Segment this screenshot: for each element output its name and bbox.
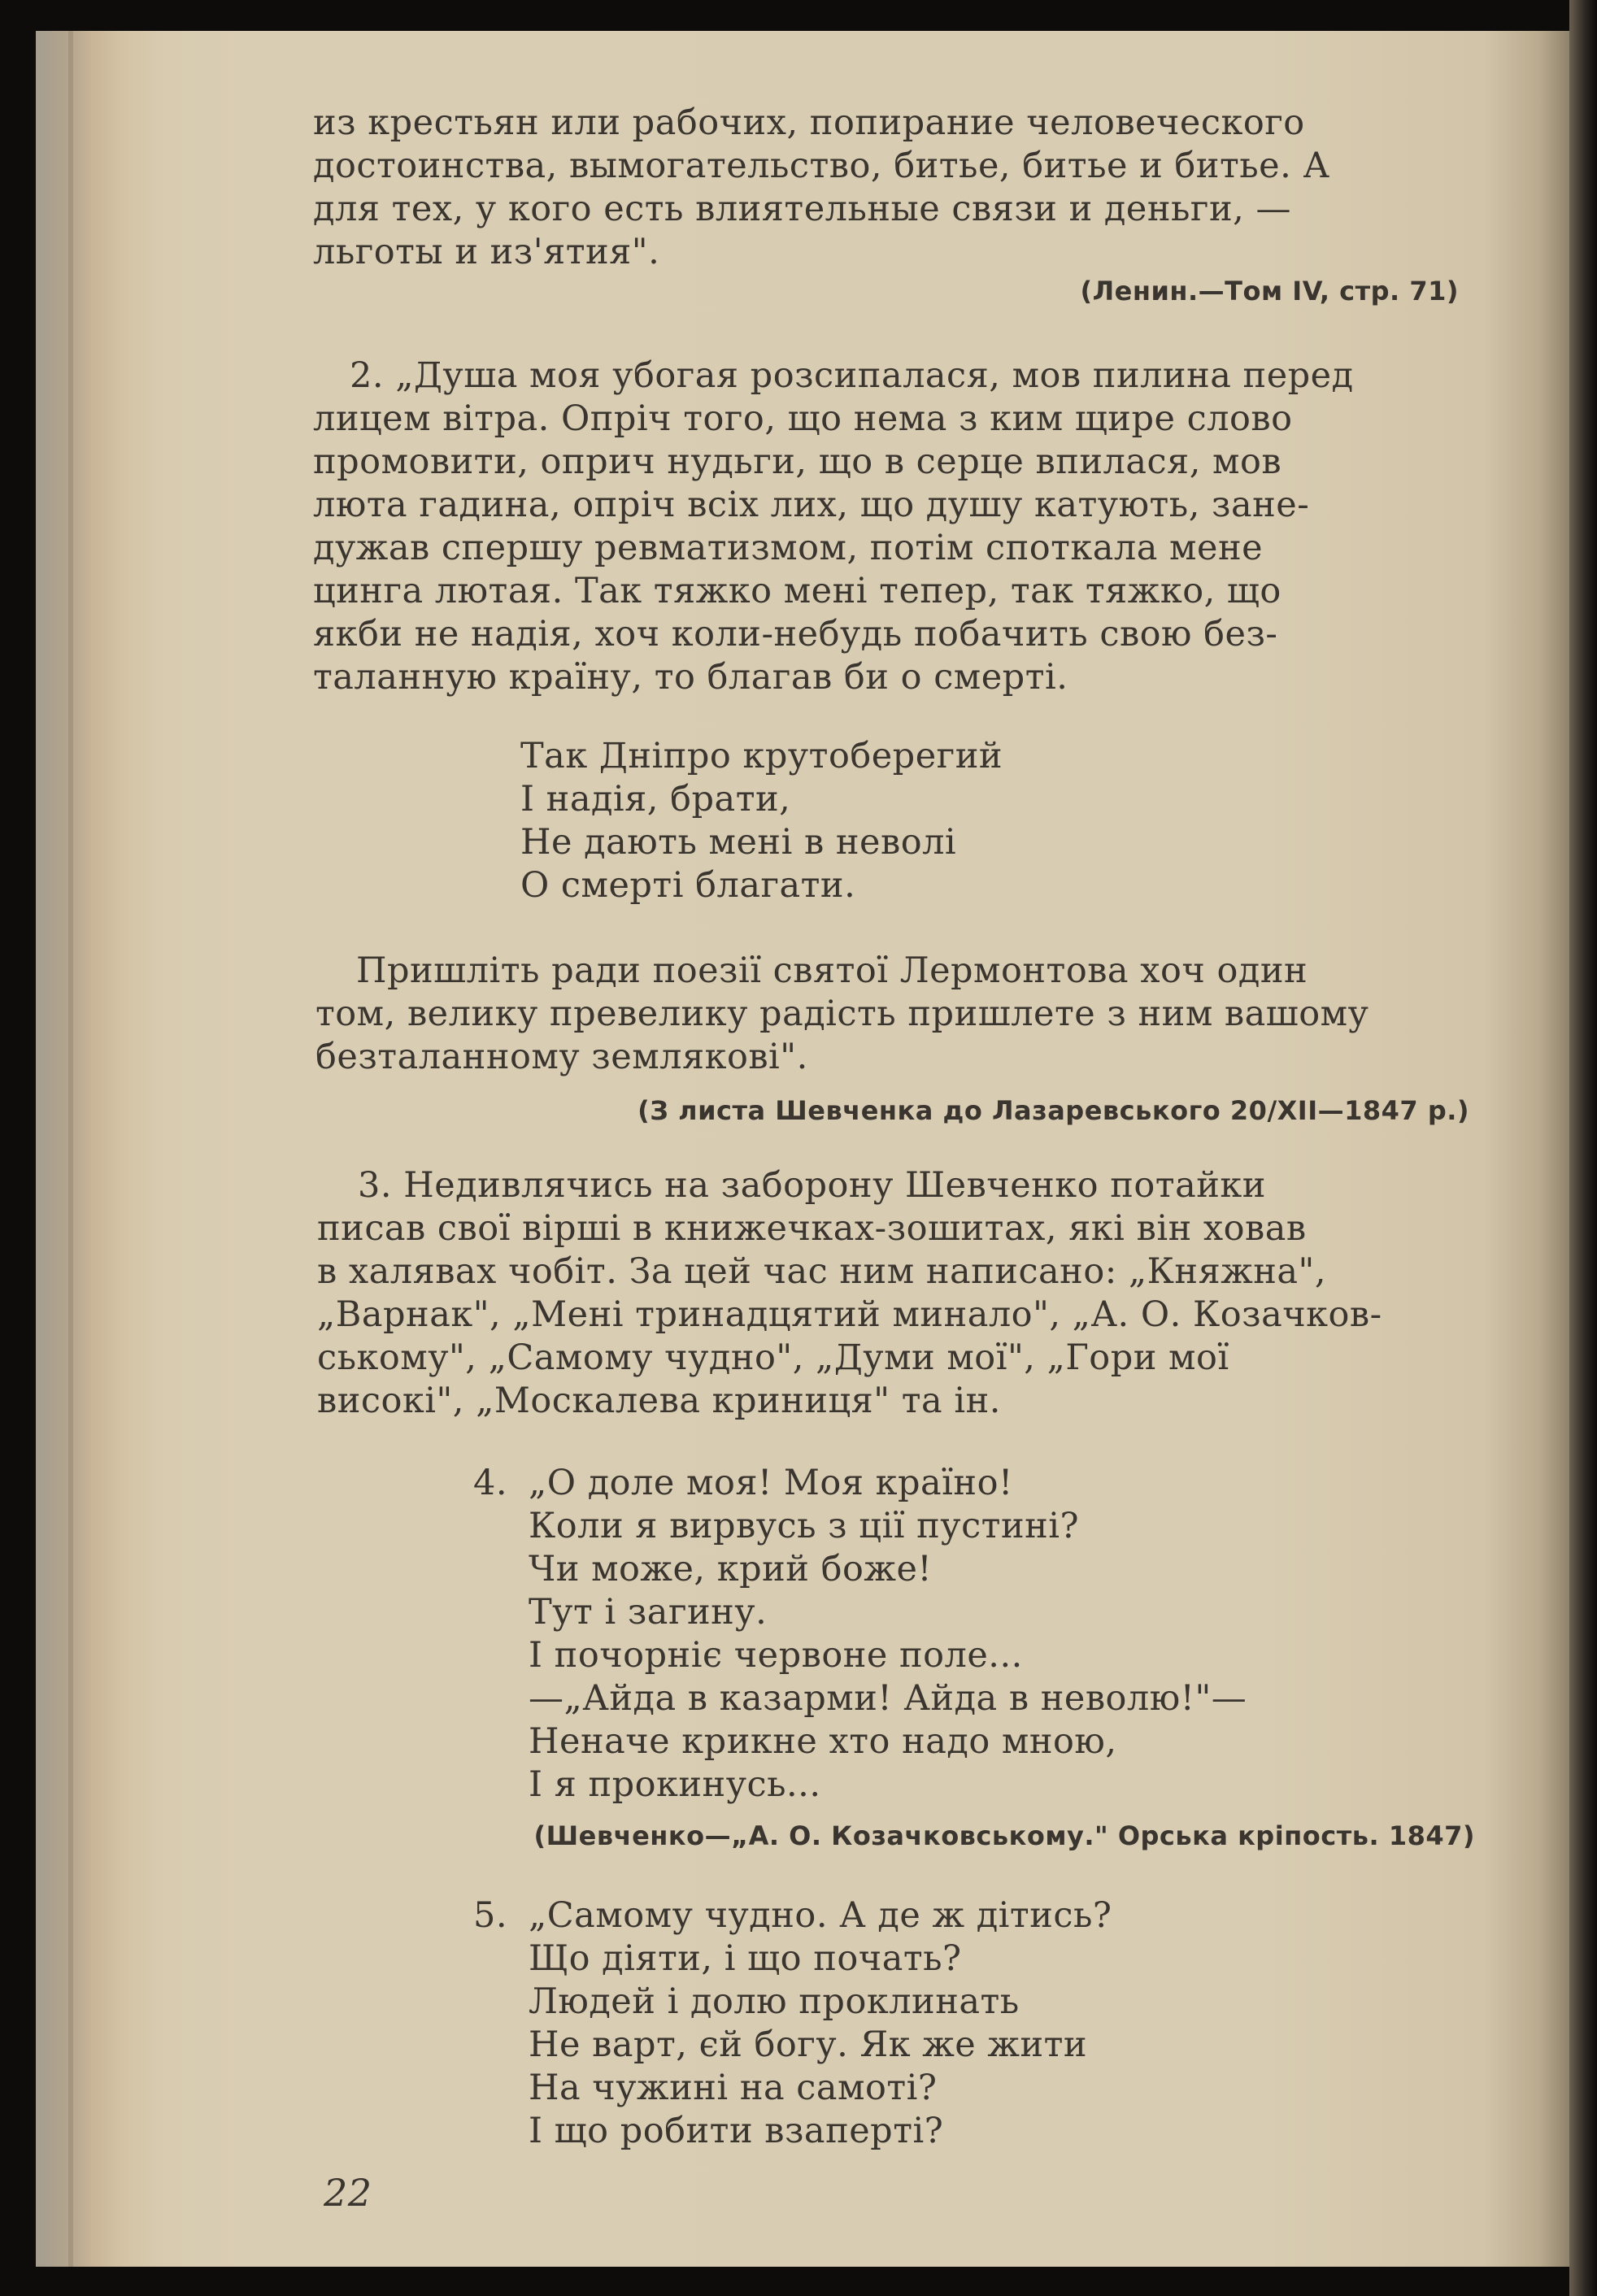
citation: (Шевченко—„А. О. Козачковському." Орська кріпость. 1847) bbox=[533, 1820, 1475, 1851]
text-line: в халявах чобіт. За цей час ним написано: „Княжна", bbox=[317, 1251, 1327, 1292]
verse-line: О смерті благати. bbox=[520, 865, 856, 906]
text-line: писав свої вірші в книжечках-зошитах, які він ховав bbox=[317, 1208, 1307, 1249]
text-line: якби не надія, хоч коли-небудь побачить свою без- bbox=[313, 614, 1278, 654]
verse-number: 5. bbox=[473, 1895, 508, 1936]
text-line: таланную країну, то благав би о смерті. bbox=[313, 657, 1068, 698]
verse-line: Не варт, єй богу. Як же жити bbox=[529, 2024, 1088, 2065]
text-line: достоинства, вымогательство, битье, битье и битье. А bbox=[313, 146, 1330, 186]
verse-line: Неначе крикне хто надо мною, bbox=[529, 1721, 1117, 1762]
text-line: люта гадина, опріч всіх лих, що душу катують, зане- bbox=[313, 485, 1310, 525]
verse-line: І почорніє червоне поле... bbox=[529, 1635, 1023, 1676]
verse-number: 4. bbox=[473, 1463, 508, 1503]
verse-line: Чи може, крий боже! bbox=[529, 1549, 933, 1589]
verse-line: Людей і долю проклинать bbox=[529, 1981, 1020, 2022]
verse-line: І що робити взаперті? bbox=[529, 2111, 944, 2151]
text-line: високі", „Москалева криниця" та ін. bbox=[317, 1381, 1001, 1421]
text-line: льготы и из'ятия". bbox=[313, 232, 660, 272]
text-line: лицем вітра. Опріч того, що нема з ким щире слово bbox=[313, 398, 1293, 439]
verse-line: Так Дніпро крутоберегий bbox=[520, 736, 1003, 776]
text-line: „Варнак", „Мені тринадцятий минало", „А. О. Козачков- bbox=[317, 1294, 1382, 1335]
verse-line: На чужині на самоті? bbox=[529, 2068, 938, 2108]
page-number: 22 bbox=[324, 2171, 372, 2215]
text-line: 3. Недивлячись на заборону Шевченко потайки bbox=[358, 1165, 1266, 1206]
text-line: дужав спершу ревматизмом, потім споткала мене bbox=[313, 528, 1264, 568]
verse-line: „Самому чудно. А де ж дітись? bbox=[529, 1895, 1112, 1936]
text-line: для тех, у кого есть влиятельные связи и деньги, — bbox=[313, 189, 1291, 229]
verse-line: Тут і загину. bbox=[529, 1592, 768, 1633]
text-line: безталанному землякові". bbox=[315, 1037, 808, 1077]
text-line: 2. „Душа моя убогая розсипалася, мов пилина перед bbox=[350, 355, 1354, 396]
page-edge-shadow bbox=[1569, 0, 1597, 2296]
verse-line: І я прокинусь... bbox=[529, 1764, 821, 1805]
verse-line: Коли я вирвусь з ції пустині? bbox=[529, 1506, 1080, 1546]
text-line: промовити, оприч нудьги, що в серце впилася, мов bbox=[313, 441, 1282, 482]
citation: (З листа Шевченка до Лазаревського 20/XII—1847 р.) bbox=[637, 1095, 1469, 1126]
verse-line: І надія, брати, bbox=[520, 779, 791, 820]
verse-line: „О доле моя! Моя країно! bbox=[529, 1463, 1013, 1503]
text-line: из крестьян или рабочих, попирание человеческого bbox=[313, 102, 1305, 143]
verse-line: Не дають мені в неволі bbox=[520, 822, 957, 863]
text-line: цинга лютая. Так тяжко мені тепер, так тяжко, що bbox=[313, 571, 1282, 611]
text-line: том, велику превелику радість пришлете з ним вашому bbox=[315, 994, 1369, 1034]
verse-line: Що діяти, і що почать? bbox=[529, 1938, 962, 1979]
citation: (Ленин.—Том IV, стр. 71) bbox=[1080, 276, 1459, 307]
text-line: ському", „Самому чудно", „Думи мої", „Гори мої bbox=[317, 1337, 1229, 1378]
text-line: Пришліть ради поезії святої Лермонтова хоч один bbox=[356, 950, 1308, 991]
verse-line: —„Айда в казарми! Айда в неволю!"— bbox=[529, 1678, 1247, 1719]
